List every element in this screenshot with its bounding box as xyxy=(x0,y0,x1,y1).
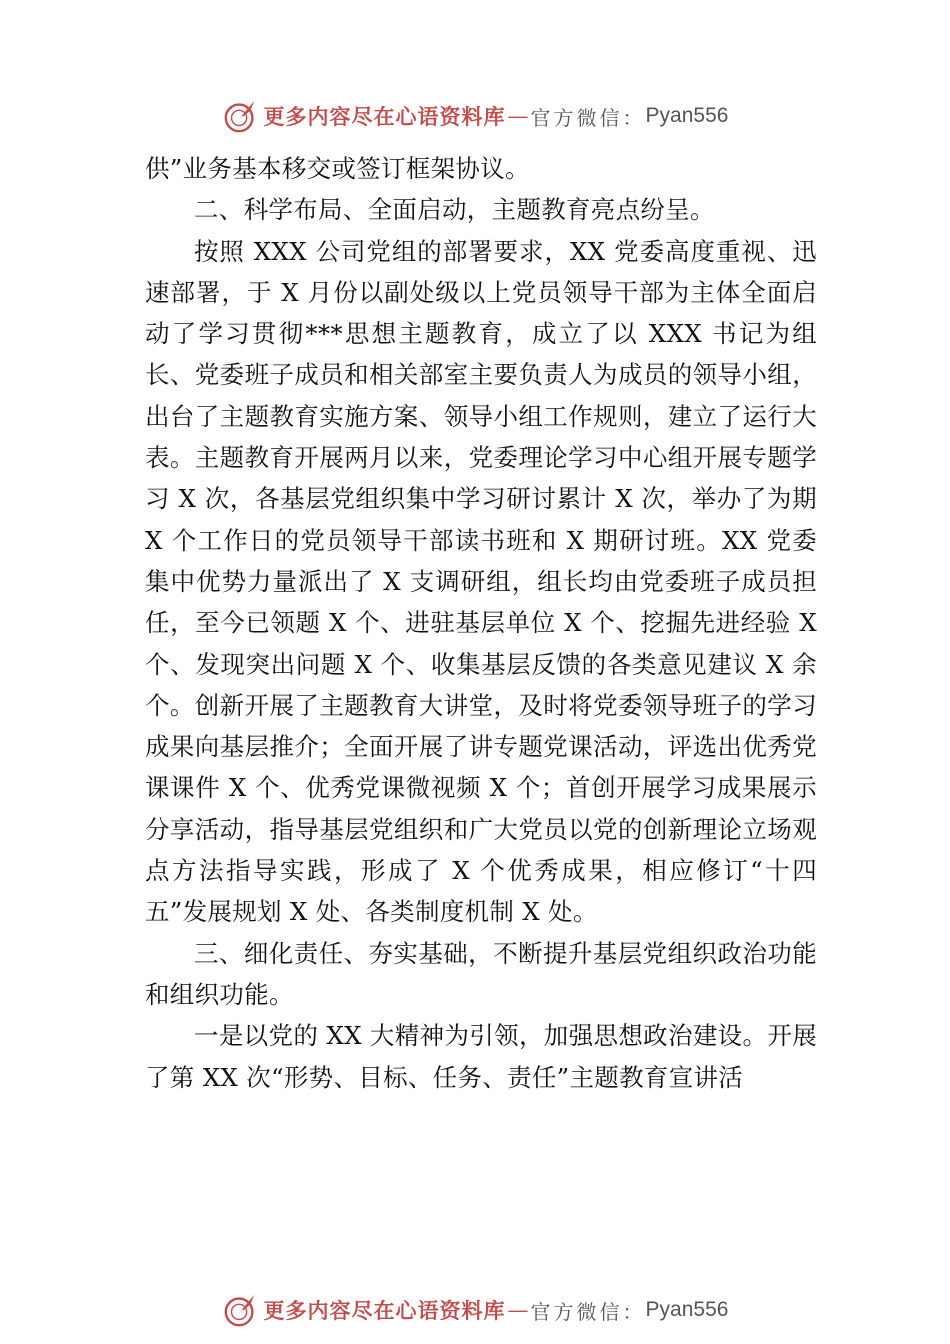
quill-seal-logo-icon xyxy=(222,1291,260,1329)
brand-text: 更多内容尽在心语资料库 xyxy=(263,1298,506,1323)
paragraph-5: 一是以党的 XX 大精神为引领，加强思想政治建设。开展了第 XX 次“形势、目标、任务、责任”主题教育宣讲活 xyxy=(145,1021,817,1092)
wechat-label: 官方微信： xyxy=(530,1299,646,1324)
wechat-id: Pyan556 xyxy=(645,104,729,127)
banner-separator: — xyxy=(507,1298,529,1322)
banner-separator: — xyxy=(507,104,529,128)
footer-banner xyxy=(0,1288,950,1332)
paragraph-3: 按照 XXX 公司党组的部署要求，XX 党委高度重视、迅速部署，于 X 月份以副处级以上党员领导干部为主体全面启动了学习贯彻***思想主题教育，成立了以 XXX 书记为组长、党委班子成员和相关部室主要负责人为成员的领导小组，出台了主题教育实施方案、领导小组工作规则，建立了运行大表。主题教育开展两月以来，党委理论学习中心组开展专题学习 X 次，各基层党组织集中学习研讨累计 X 次，举办了为期 X 个工作日的党员领导干部读书班和 X 期研讨班。XX 党委集中优势力量派出了 X 支调研组，组长均由党委班子成员担任，至今已领题 X 个、进驻基层单位 X 个、挖掘先进经验 X 个、发现突出问题 X 个、收集基层反馈的各类意见建议 X 余个。创新开展了主题教育大讲堂，及时将党委领导班子的学习成果向基层推介；全面开展了讲专题党课活动，评选出优秀党课课件 X 个、优秀党课微视频 X 个；首创开展学习成果展示分享活动，指导基层党组织和广大党员以党的创新理论立场观点方法指导实践，形成了 X 个优秀成果，相应修订“十四五”发展规划 X 处、各类制度机制 X 处。 xyxy=(145,236,817,927)
section-heading-2: 二、科学布局、全面启动，主题教育亮点纷呈。 xyxy=(194,195,715,225)
quill-seal-logo-icon xyxy=(222,97,260,135)
header-banner xyxy=(0,94,950,138)
paragraph-1: 供”业务基本移交或签订框架协议。 xyxy=(145,154,530,183)
brand-text: 更多内容尽在心语资料库 xyxy=(263,104,506,129)
wechat-label: 官方微信： xyxy=(530,105,646,130)
section-heading-3: 三、细化责任、夯实基础，不断提升基层党组织政治功能和组织功能。 xyxy=(145,938,817,1009)
wechat-id: Pyan556 xyxy=(645,1298,729,1321)
document-body xyxy=(145,148,817,1098)
